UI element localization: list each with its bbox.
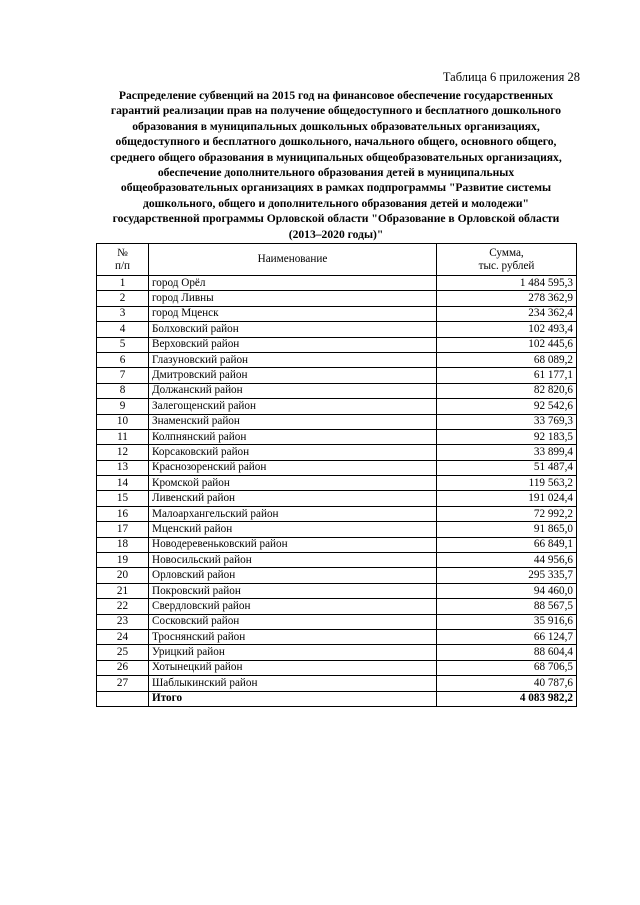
table-row xyxy=(97,629,577,644)
row-number: 18 xyxy=(97,537,149,552)
row-number: 20 xyxy=(97,568,149,583)
row-sum: 51 487,4 xyxy=(437,460,577,475)
row-sum: 44 956,6 xyxy=(437,553,577,568)
row-sum: 66 124,7 xyxy=(437,629,577,644)
title-line: обеспечение дополнительного образования детей в муниципальных xyxy=(157,166,515,180)
row-sum: 234 362,4 xyxy=(437,306,577,321)
table-row xyxy=(97,537,577,552)
total-label: Итого xyxy=(149,691,437,706)
row-number: 23 xyxy=(97,614,149,629)
row-sum: 82 820,6 xyxy=(437,383,577,398)
subvention-table xyxy=(96,243,577,707)
document-title xyxy=(84,88,588,242)
row-name: город Орёл xyxy=(149,276,437,291)
row-number: 5 xyxy=(97,337,149,352)
row-name: Знаменский район xyxy=(149,414,437,429)
title-line: государственной программы Орловской области "Образование в Орловской области xyxy=(112,212,560,226)
table-row xyxy=(97,599,577,614)
title-line: общедоступного и бесплатного дошкольного, начального общего, основного общего, xyxy=(115,135,557,149)
total-number-cell xyxy=(97,691,149,706)
row-sum: 33 899,4 xyxy=(437,445,577,460)
table-row xyxy=(97,460,577,475)
row-name: Ливенский район xyxy=(149,491,437,506)
row-name: Орловский район xyxy=(149,568,437,583)
table-row xyxy=(97,583,577,598)
table-row xyxy=(97,276,577,291)
title-line: дошкольного, общего и дополнительного образования детей и молодежи" xyxy=(143,196,529,210)
row-number: 8 xyxy=(97,383,149,398)
row-sum: 72 992,2 xyxy=(437,506,577,521)
title-line: Распределение субвенций на 2015 год на финансовое обеспечение государственных xyxy=(118,89,554,102)
row-sum: 66 849,1 xyxy=(437,537,577,552)
row-number: 17 xyxy=(97,522,149,537)
row-name: Должанский район xyxy=(149,383,437,398)
row-number: 22 xyxy=(97,599,149,614)
table-row xyxy=(97,445,577,460)
row-number: 16 xyxy=(97,506,149,521)
table-row xyxy=(97,614,577,629)
row-name: Глазуновский район xyxy=(149,352,437,367)
row-sum: 33 769,3 xyxy=(437,414,577,429)
row-sum: 295 335,7 xyxy=(437,568,577,583)
total-sum: 4 083 982,2 xyxy=(437,691,577,706)
row-sum: 102 493,4 xyxy=(437,322,577,337)
header-number-line2: п/п xyxy=(114,259,131,272)
row-name: Кромской район xyxy=(149,476,437,491)
row-number: 4 xyxy=(97,322,149,337)
row-number: 1 xyxy=(97,276,149,291)
row-name: Новосильский район xyxy=(149,553,437,568)
row-sum: 94 460,0 xyxy=(437,583,577,598)
table-row xyxy=(97,368,577,383)
table-body xyxy=(97,276,577,692)
row-name: Залегощенский район xyxy=(149,399,437,414)
row-number: 19 xyxy=(97,553,149,568)
row-sum: 1 484 595,3 xyxy=(437,276,577,291)
row-sum: 40 787,6 xyxy=(437,676,577,691)
row-number: 21 xyxy=(97,583,149,598)
row-name: Колпнянский район xyxy=(149,429,437,444)
row-number: 14 xyxy=(97,476,149,491)
row-number: 26 xyxy=(97,660,149,675)
table-row xyxy=(97,522,577,537)
row-name: Урицкий район xyxy=(149,645,437,660)
table-row xyxy=(97,506,577,521)
row-number: 25 xyxy=(97,645,149,660)
row-name: Краснозоренский район xyxy=(149,460,437,475)
header-number-line1: № xyxy=(117,246,128,259)
row-name: Троснянский район xyxy=(149,629,437,644)
row-number: 2 xyxy=(97,291,149,306)
table-row xyxy=(97,660,577,675)
row-name: Корсаковский район xyxy=(149,445,437,460)
row-name: Болховский район xyxy=(149,322,437,337)
row-number: 10 xyxy=(97,414,149,429)
appendix-reference: Таблица 6 приложения 28 xyxy=(442,70,580,84)
header-number xyxy=(97,244,149,276)
row-name: Верховский район xyxy=(149,337,437,352)
table-row xyxy=(97,553,577,568)
row-sum: 119 563,2 xyxy=(437,476,577,491)
row-sum: 92 542,6 xyxy=(437,399,577,414)
title-line: гарантий реализации прав на получение общедоступного и бесплатного дошкольного xyxy=(110,104,562,118)
header-sum-line1: Сумма, xyxy=(489,246,524,259)
row-number: 13 xyxy=(97,460,149,475)
row-number: 27 xyxy=(97,676,149,691)
row-sum: 88 604,4 xyxy=(437,645,577,660)
row-number: 11 xyxy=(97,429,149,444)
row-sum: 92 183,5 xyxy=(437,429,577,444)
title-line: среднего общего образования в муниципальных общеобразовательных организациях, xyxy=(110,150,562,164)
row-number: 12 xyxy=(97,445,149,460)
row-sum: 278 362,9 xyxy=(437,291,577,306)
table-row xyxy=(97,645,577,660)
row-sum: 61 177,1 xyxy=(437,368,577,383)
row-name: Покровский район xyxy=(149,583,437,598)
header-name: Наименование xyxy=(149,244,437,276)
header-sum xyxy=(437,244,577,276)
row-sum: 35 916,6 xyxy=(437,614,577,629)
row-name: Дмитровский район xyxy=(149,368,437,383)
table-row xyxy=(97,568,577,583)
row-name: город Ливны xyxy=(149,291,437,306)
row-sum: 88 567,5 xyxy=(437,599,577,614)
row-number: 24 xyxy=(97,629,149,644)
row-number: 6 xyxy=(97,352,149,367)
row-name: Шаблыкинский район xyxy=(149,676,437,691)
table-row xyxy=(97,322,577,337)
row-sum: 68 706,5 xyxy=(437,660,577,675)
table-row xyxy=(97,383,577,398)
table-header-row xyxy=(97,244,577,276)
row-number: 7 xyxy=(97,368,149,383)
table-row xyxy=(97,337,577,352)
table-row xyxy=(97,476,577,491)
title-line: (2013–2020 годы)" xyxy=(288,227,384,241)
table-row xyxy=(97,676,577,691)
row-sum: 68 089,2 xyxy=(437,352,577,367)
row-sum: 102 445,6 xyxy=(437,337,577,352)
row-number: 9 xyxy=(97,399,149,414)
table-row xyxy=(97,306,577,321)
table-row xyxy=(97,291,577,306)
row-name: город Мценск xyxy=(149,306,437,321)
table-row xyxy=(97,352,577,367)
row-number: 3 xyxy=(97,306,149,321)
total-row xyxy=(97,691,577,706)
row-sum: 191 024,4 xyxy=(437,491,577,506)
title-line: общеобразовательных организациях в рамках подпрограммы "Развитие системы xyxy=(120,181,552,195)
row-name: Хотынецкий район xyxy=(149,660,437,675)
row-number: 15 xyxy=(97,491,149,506)
header-sum-line2: тыс. рублей xyxy=(478,259,535,272)
table-row xyxy=(97,429,577,444)
table-row xyxy=(97,491,577,506)
row-name: Свердловский район xyxy=(149,599,437,614)
table-row xyxy=(97,399,577,414)
table-row xyxy=(97,414,577,429)
row-name: Малоархангельский район xyxy=(149,506,437,521)
row-sum: 91 865,0 xyxy=(437,522,577,537)
row-name: Мценский район xyxy=(149,522,437,537)
row-name: Сосковский район xyxy=(149,614,437,629)
row-name: Новодеревеньковский район xyxy=(149,537,437,552)
title-line: образования в муниципальных дошкольных образовательных организациях, xyxy=(132,119,540,133)
